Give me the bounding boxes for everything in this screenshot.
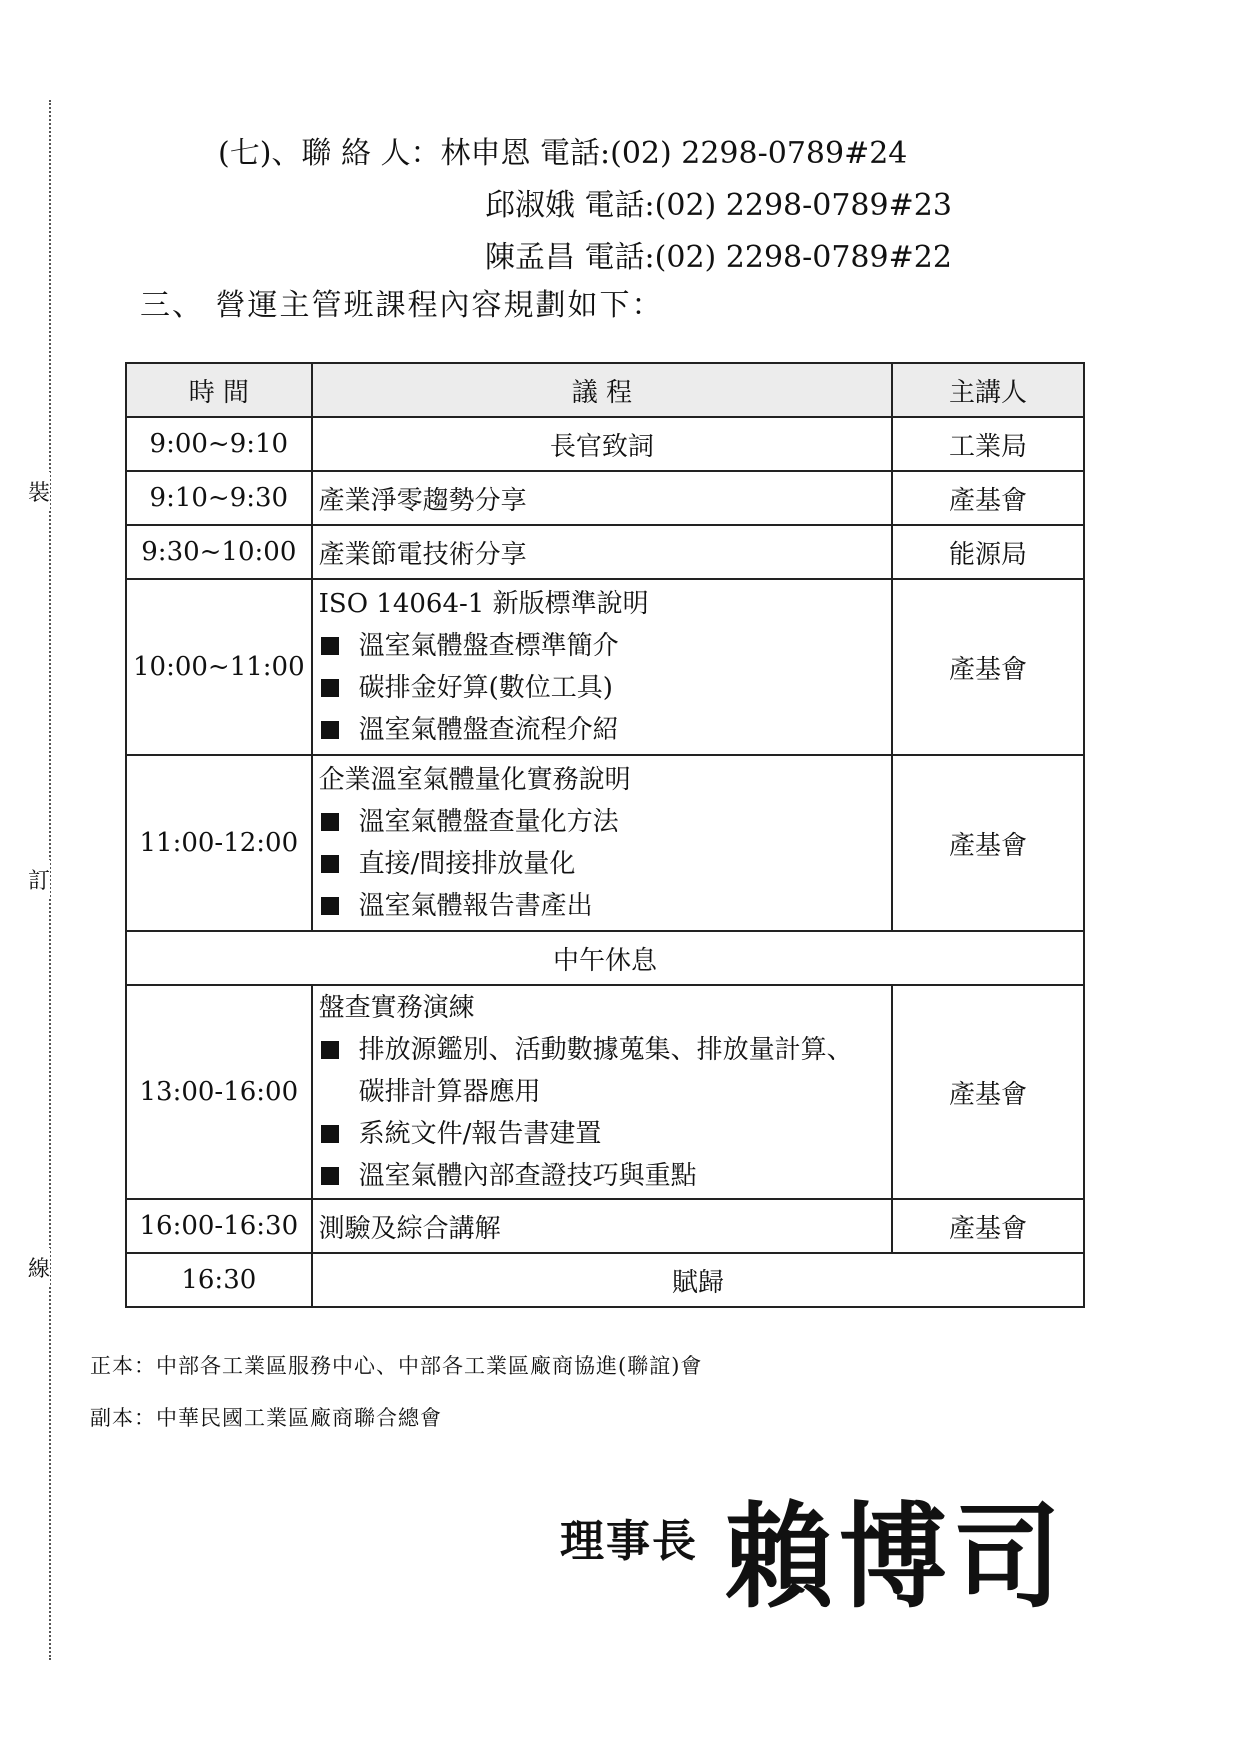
table-header-row [126,363,1084,417]
row-agenda-block [312,985,892,1199]
row-speaker: 產基會 [892,471,1084,525]
contact-phone: 電話:(02) 2298-0789#24 [540,136,908,171]
row-time: 16:00-16:30 [126,1199,312,1253]
row-time: 16:30 [126,1253,312,1307]
agenda-bullet: 碳排金好算(數位工具) [319,667,885,709]
agenda-heading: 企業溫室氣體量化實務說明 [318,765,631,795]
header-speaker: 主講人 [892,363,1084,417]
row-agenda-block [312,755,892,931]
agenda-bullet: 溫室氣體盤查量化方法 [319,801,885,843]
lunch-break: 中午休息 [126,931,1084,985]
contact-phone: 電話:(02) 2298-0789#22 [584,240,952,275]
row-speaker: 產基會 [892,985,1084,1199]
agenda-bullet: 溫室氣體盤查流程介紹 [319,709,885,751]
row-agenda-block [312,579,892,755]
table-row-lunch [126,931,1084,985]
row-agenda: 賦歸 [312,1253,1084,1307]
cc-original: 正本：中部各工業區服務中心、中部各工業區廠商協進(聯誼)會 [90,1354,703,1378]
table-row [126,1253,1084,1307]
square-bullet-icon [321,679,339,697]
table-row [126,755,1084,931]
row-time: 10:00~11:00 [126,579,312,755]
row-agenda: 長官致詞 [312,417,892,471]
contact-name: 陳孟昌 [485,240,575,275]
table-row [126,417,1084,471]
agenda-heading: 盤查實務演練 [318,993,475,1023]
row-time: 9:00~9:10 [126,417,312,471]
square-bullet-icon [321,813,339,831]
square-bullet-icon [321,721,339,739]
binding-label-zhuang: 裝 [28,472,50,511]
signature-name: 賴博司 [725,1491,1068,1624]
row-speaker: 能源局 [892,525,1084,579]
signature-title: 理事長 [560,1516,698,1567]
row-time: 13:00-16:00 [126,985,312,1199]
agenda-bullet: 直接/間接排放量化 [319,843,885,885]
table-row [126,525,1084,579]
square-bullet-icon [321,637,339,655]
agenda-heading: ISO 14064-1 新版標準說明 [318,589,649,619]
contact-prefix: (七)、聯 絡 人： [218,136,441,171]
table-row [126,985,1084,1199]
contact-line-2 [485,180,952,224]
contact-name: 林申恩 [440,136,531,171]
binding-label-xian: 線 [28,1248,50,1287]
header-time: 時 間 [126,363,312,417]
binding-label-ding: 訂 [28,860,50,899]
contact-phone: 電話:(02) 2298-0789#23 [584,188,952,223]
contact-line-1 [218,128,907,172]
table-row [126,579,1084,755]
cc-copy: 副本：中華民國工業區廠商聯合總會 [90,1406,442,1430]
agenda-bullet: 溫室氣體盤查標準簡介 [319,625,885,667]
row-speaker: 產基會 [892,755,1084,931]
square-bullet-icon [321,1125,339,1143]
course-schedule-table [125,362,1085,1308]
square-bullet-icon [321,897,339,915]
agenda-bullet: 系統文件/報告書建置 [319,1113,885,1155]
row-speaker: 產基會 [892,579,1084,755]
row-speaker: 工業局 [892,417,1084,471]
agenda-bullet: 排放源鑑別、活動數據蒐集、排放量計算、碳排計算器應用 [319,1029,859,1113]
agenda-bullet: 溫室氣體內部查證技巧與重點 [319,1155,885,1197]
row-time: 9:30~10:00 [126,525,312,579]
contact-line-3 [485,232,952,276]
row-agenda: 產業節電技術分享 [312,525,892,579]
row-time: 9:10~9:30 [126,471,312,525]
square-bullet-icon [321,1167,339,1185]
table-row [126,1199,1084,1253]
section-title: 三、 營運主管班課程內容規劃如下： [140,288,664,323]
row-agenda: 產業淨零趨勢分享 [312,471,892,525]
header-agenda: 議 程 [312,363,892,417]
row-speaker: 產基會 [892,1199,1084,1253]
square-bullet-icon [321,1041,339,1059]
contact-name: 邱淑娥 [485,188,575,223]
row-time: 11:00-12:00 [126,755,312,931]
row-agenda: 測驗及綜合講解 [312,1199,892,1253]
square-bullet-icon [321,855,339,873]
agenda-bullet: 溫室氣體報告書產出 [319,885,885,927]
table-row [126,471,1084,525]
